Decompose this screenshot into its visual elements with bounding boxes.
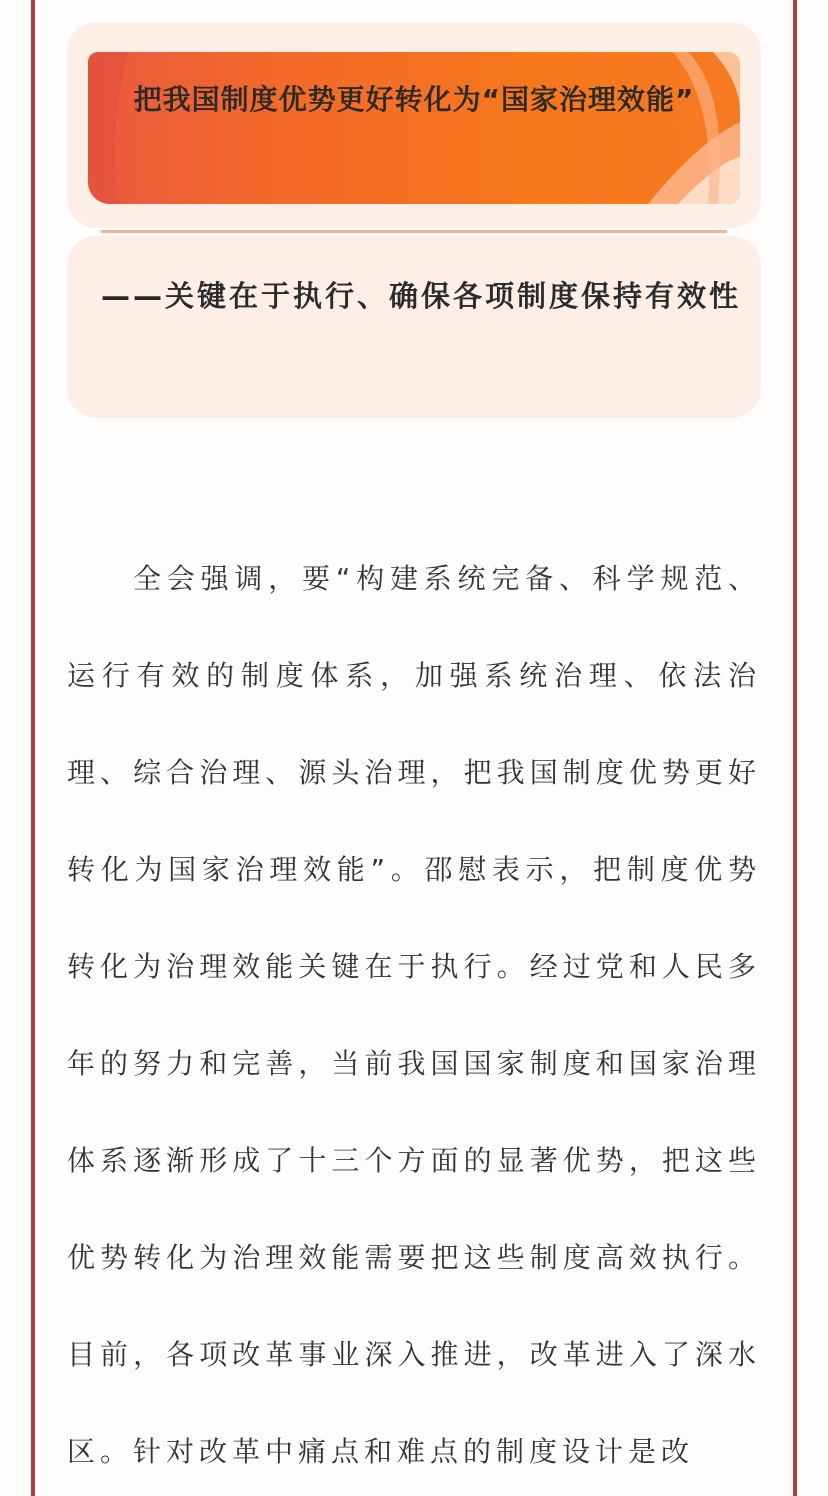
- frame-right-border: [793, 0, 797, 1496]
- subtitle-text: ——关键在于执行、确保各项制度保持有效性: [101, 279, 742, 313]
- banner-title: 把我国制度优势更好转化为“国家治理效能”: [133, 83, 695, 116]
- subtitle-card: [67, 236, 761, 418]
- article-paragraph: 全会强调，要“构建系统完备、科学规范、运行有效的制度体系，加强系统治理、依法治理、综合治理、源头治理，把我国制度优势更好转化为国家治理效能”。邵慰表示，把制度优势转化为治理效能关键在于执行。经过党和人民多年的努力和完善，当前我国国家制度和国家治理体系逐渐形成了十三个方面的显著优势，把这些优势转化为治理效能需要把这些制度高效执行。目前，各项改革事业深入推进，改革进入了深水区。针对改革中痛点和难点的制度设计是改: [67, 562, 761, 1468]
- frame-left-border: [31, 0, 35, 1496]
- title-divider: [101, 230, 727, 233]
